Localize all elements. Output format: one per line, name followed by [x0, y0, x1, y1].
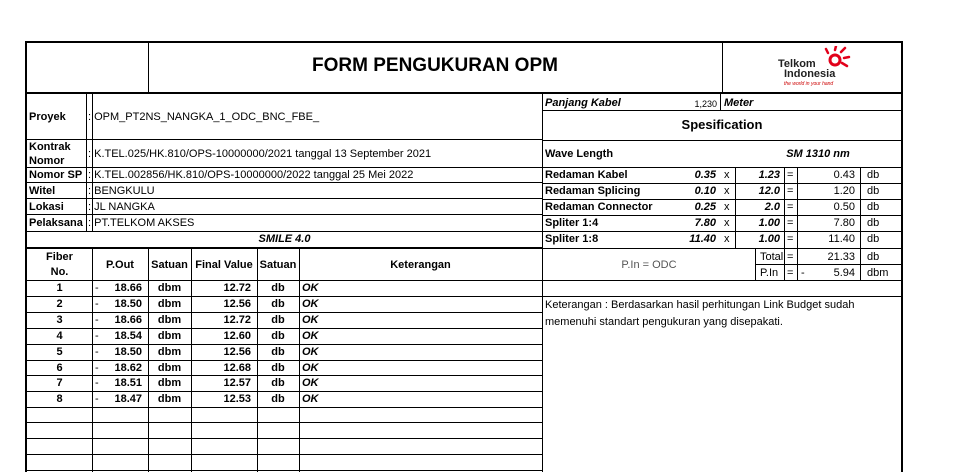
final-unit: db [271, 346, 285, 358]
spec-factor-b: 1.23 [758, 169, 780, 181]
spec-equals: = [787, 217, 794, 229]
fiber-no: 4 [56, 330, 63, 342]
device-name: SMILE 4.0 [258, 233, 311, 245]
final-value: 12.53 [223, 393, 251, 405]
final-value: 12.68 [223, 362, 251, 374]
witel-label: Witel [29, 185, 56, 197]
pout-value: 18.66 [114, 314, 142, 326]
header-keterangan: Keterangan [390, 259, 451, 271]
kontrak-label-1: Kontrak [29, 141, 71, 153]
note-line-1: Keterangan : Berdasarkan hasil perhitungan Link Budget sudah [545, 299, 855, 311]
spec-factor-b: 12.0 [758, 185, 780, 197]
pin-equals: = [787, 267, 794, 279]
kontrak-value: : K.TEL.025/HK.810/OPS-10000000/2021 tanggal 13 September 2021 [88, 148, 432, 160]
note-line-2: memenuhi standart pengukuran yang disepakati. [545, 316, 783, 328]
status-ok: OK [302, 393, 319, 405]
pout-minus: - [95, 377, 99, 389]
spec-result: 11.40 [828, 233, 855, 245]
proyek-value: : OPM_PT2NS_NANGKA_1_ODC_BNC_FBE_ [88, 111, 320, 123]
fiber-no: 6 [56, 362, 63, 374]
spec-factor-b: 1.00 [758, 217, 780, 229]
lokasi-label: Lokasi [29, 201, 64, 213]
spec-factor-a: 0.10 [694, 185, 716, 197]
spec-times: x [724, 169, 730, 181]
fiber-no: 3 [56, 314, 63, 326]
spec-equals: = [787, 201, 794, 213]
spec-times: x [724, 185, 730, 197]
status-ok: OK [302, 346, 319, 358]
spec-equals: = [787, 169, 794, 181]
final-value: 12.56 [223, 346, 251, 358]
final-unit: db [271, 330, 285, 342]
final-value: 12.56 [223, 298, 251, 310]
pout-value: 18.50 [114, 346, 142, 358]
total-unit: db [867, 251, 880, 263]
panjang-kabel-unit: Meter [724, 97, 754, 109]
spec-factor-a: 7.80 [694, 217, 716, 229]
pout-value: 18.66 [114, 282, 142, 294]
final-unit: db [271, 377, 285, 389]
final-value: 12.72 [223, 282, 251, 294]
pout-unit: dbm [157, 393, 182, 405]
proyek-label: Proyek [29, 111, 66, 123]
final-unit: db [271, 282, 285, 294]
final-unit: db [271, 362, 285, 374]
spec-result: 0.50 [833, 201, 855, 213]
header-fiber: Fiber [46, 251, 73, 263]
status-ok: OK [302, 362, 319, 374]
header-final-value: Final Value [195, 259, 253, 271]
status-ok: OK [302, 314, 319, 326]
header-satuan-2: Satuan [259, 259, 297, 271]
fiber-no: 1 [56, 282, 63, 294]
spec-times: x [724, 201, 730, 213]
pout-unit: dbm [157, 314, 182, 326]
fiber-no: 8 [56, 393, 63, 405]
pout-minus: - [95, 362, 99, 374]
spec-label: Redaman Connector [545, 201, 653, 213]
spec-factor-a: 0.35 [694, 169, 716, 181]
company-logo [760, 46, 880, 90]
spec-times: x [724, 233, 730, 245]
total-label: Total [760, 251, 784, 263]
nomor-sp-value: : K.TEL.002856/HK.810/OPS-10000000/2022 tanggal 25 Mei 2022 [88, 169, 414, 181]
logo-text-telkom: Telkom [778, 58, 816, 70]
status-ok: OK [302, 282, 319, 294]
spec-equals: = [787, 185, 794, 197]
wave-length-label: Wave Length [545, 148, 614, 160]
pout-unit: dbm [157, 282, 182, 294]
spec-unit: db [867, 217, 880, 229]
spec-factor-a: 0.25 [694, 201, 716, 213]
logo-text-indonesia: Indonesia [784, 68, 836, 80]
pout-value: 18.62 [114, 362, 142, 374]
fiber-no: 7 [56, 377, 63, 389]
spec-factor-a: 11.40 [689, 233, 716, 245]
pout-value: 18.54 [114, 330, 142, 342]
spec-unit: db [867, 201, 880, 213]
header-fiber-no: No. [50, 266, 69, 278]
header-pout: P.Out [106, 259, 134, 271]
pout-unit: dbm [157, 298, 182, 310]
final-value: 12.72 [223, 314, 251, 326]
spec-label: Spliter 1:8 [545, 233, 599, 245]
pin-label: P.In [760, 267, 779, 279]
final-unit: db [271, 393, 285, 405]
panjang-kabel-label: Panjang Kabel [545, 97, 621, 109]
logo-tagline: the world in your hand [784, 81, 834, 87]
final-value: 12.57 [223, 377, 251, 389]
spec-equals: = [787, 233, 794, 245]
spec-label: Spliter 1:4 [545, 217, 599, 229]
final-unit: db [271, 298, 285, 310]
final-unit: db [271, 314, 285, 326]
witel-value: : BENGKULU [88, 185, 155, 197]
pout-unit: dbm [157, 330, 182, 342]
status-ok: OK [302, 377, 319, 389]
pelaksana-label: Pelaksana [29, 217, 83, 229]
pout-value: 18.50 [114, 298, 142, 310]
total-equals: = [787, 251, 794, 263]
spec-result: 0.43 [833, 169, 855, 181]
pout-unit: dbm [157, 362, 182, 374]
wave-length-value: SM 1310 nm [786, 148, 850, 160]
lokasi-value: : JL NANGKA [88, 201, 155, 213]
pout-minus: - [95, 314, 99, 326]
kontrak-label-2: Nomor [29, 155, 65, 167]
spec-result: 1.20 [833, 185, 855, 197]
pout-minus: - [95, 346, 99, 358]
pelaksana-value: : PT.TELKOM AKSES [88, 217, 195, 229]
pout-value: 18.51 [114, 377, 142, 389]
nomor-sp-label: Nomor SP [29, 169, 83, 181]
spec-label: Redaman Kabel [545, 169, 628, 181]
spec-unit: db [867, 233, 880, 245]
pin-unit: dbm [867, 267, 889, 279]
fiber-no: 5 [56, 346, 63, 358]
spec-result: 7.80 [833, 217, 855, 229]
pout-minus: - [95, 298, 99, 310]
panjang-kabel-value: 1,230 [694, 99, 717, 109]
pin-equation: P.In = ODC [621, 259, 677, 271]
spec-times: x [724, 217, 730, 229]
status-ok: OK [302, 298, 319, 310]
spec-factor-b: 1.00 [758, 233, 780, 245]
spec-unit: db [867, 185, 880, 197]
spesification-heading: Spesification [681, 117, 763, 132]
header-satuan-1: Satuan [151, 259, 188, 271]
pout-minus: - [95, 330, 99, 342]
pin-minus: - [801, 267, 805, 279]
spec-label: Redaman Splicing [545, 185, 641, 197]
pout-value: 18.47 [114, 393, 142, 405]
pout-unit: dbm [157, 377, 182, 389]
final-value: 12.60 [223, 330, 251, 342]
total-value: 21.33 [827, 251, 855, 263]
pout-minus: - [95, 393, 99, 405]
page-title: FORM PENGUKURAN OPM [312, 55, 558, 76]
status-ok: OK [302, 330, 319, 342]
spec-unit: db [867, 169, 880, 181]
pout-unit: dbm [157, 346, 182, 358]
spec-factor-b: 2.0 [764, 201, 780, 213]
telkom-swirl-icon [822, 46, 852, 70]
fiber-no: 2 [56, 298, 63, 310]
pout-minus: - [95, 282, 99, 294]
pin-value: 5.94 [833, 267, 855, 279]
